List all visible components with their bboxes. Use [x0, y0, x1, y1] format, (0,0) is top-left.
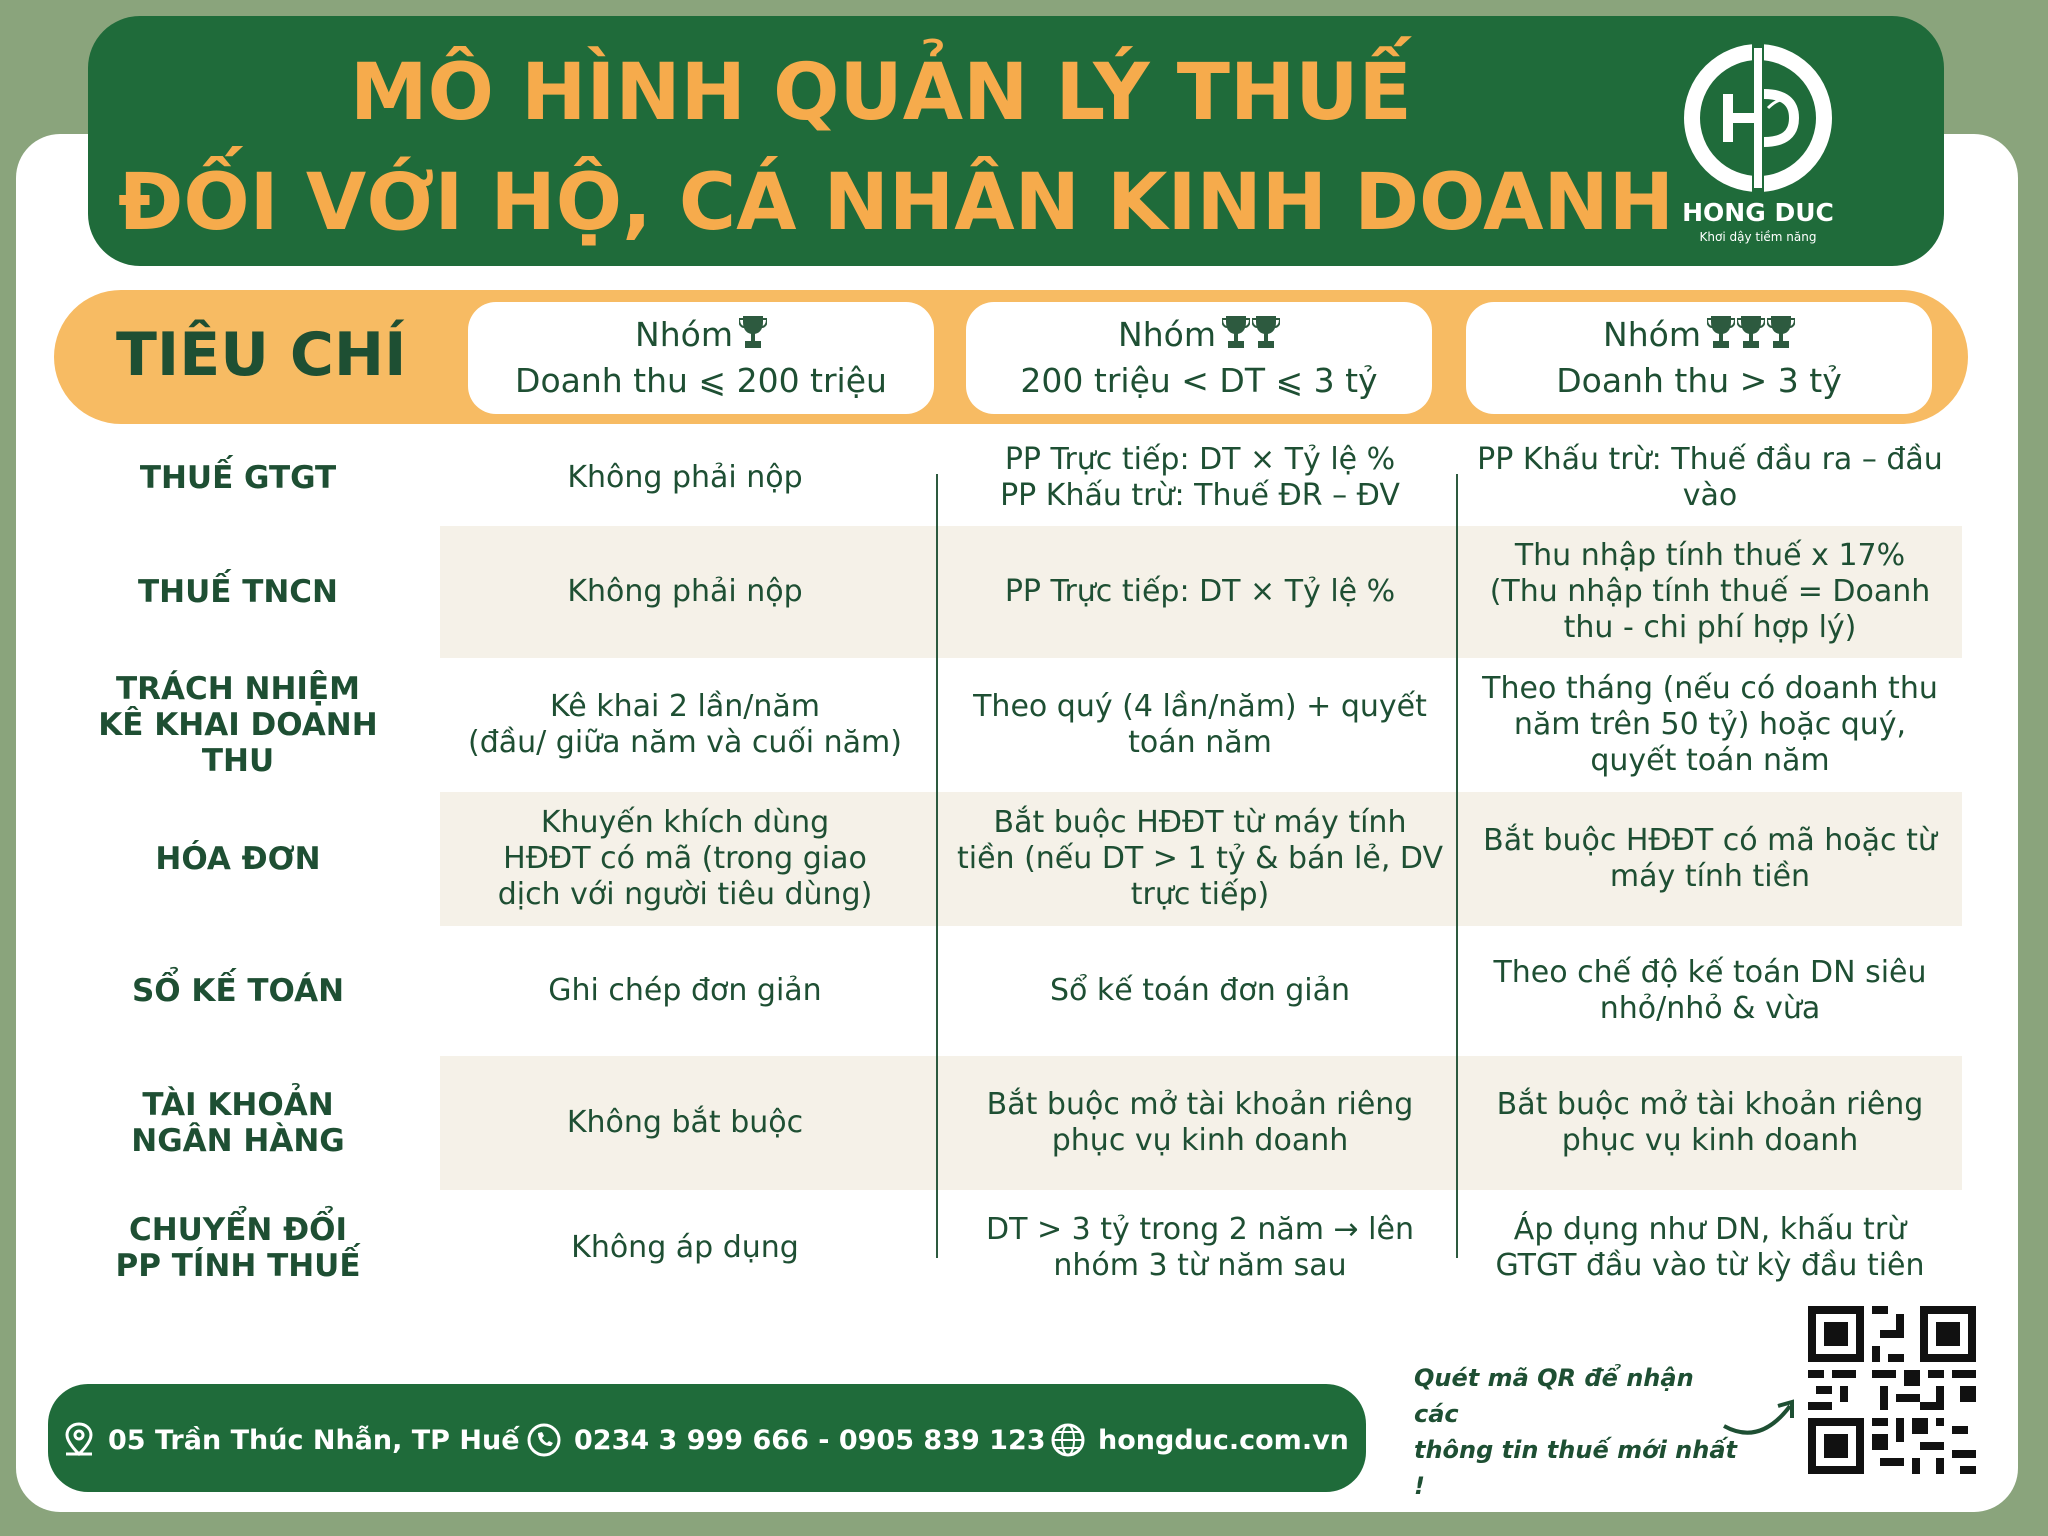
- cell-pit-group-1: Không phải nộp: [567, 574, 803, 609]
- trophy-icon: [737, 314, 767, 360]
- cell-pit-group-2: PP Trực tiếp: DT × Tỷ lệ %: [1004, 574, 1396, 609]
- location-pin-icon: [62, 1422, 96, 1458]
- website-text: hongduc.com.vn: [1098, 1424, 1349, 1456]
- group-3-range: Doanh thu > 3 tỷ: [1556, 361, 1842, 400]
- globe-icon: [1050, 1422, 1086, 1458]
- qr-caption: Quét mã QR để nhận các thông tin thuế mới nhất !: [1414, 1364, 1738, 1500]
- cell-declaration-group-1: Kê khai 2 lần/năm (đầu/ giữa năm và cuối năm): [468, 689, 902, 760]
- cell-conversion-group-3: Áp dụng như DN, khấu trừ GTGT đầu vào từ kỳ đầu tiên: [1495, 1212, 1925, 1283]
- address-text: 05 Trần Thúc Nhẫn, TP Huế: [108, 1424, 520, 1456]
- logo-name: HONG DUC: [1682, 198, 1834, 227]
- cell-vat-group-1: Không phải nộp: [567, 460, 803, 495]
- hong-duc-logo: [1668, 38, 1848, 248]
- cell-conversion-group-2: DT > 3 tỷ trong 2 năm → lên nhóm 3 từ năm sau: [986, 1212, 1414, 1283]
- page-title-line-2: ĐỐI VỚI HỘ, CÁ NHÂN KINH DOANH: [118, 158, 1675, 248]
- cell-accounting-group-2: Sổ kế toán đơn giản: [1049, 973, 1351, 1008]
- group-2-range: 200 triệu < DT ⩽ 3 tỷ: [1020, 361, 1378, 400]
- trophy-icon: [1220, 314, 1280, 360]
- cell-accounting-group-1: Ghi chép đơn giản: [548, 973, 822, 1008]
- logo-tagline: Khơi dậy tiềm năng: [1699, 230, 1817, 244]
- cell-bank-group-1: Không bắt buộc: [566, 1105, 804, 1140]
- phone-text: 0234 3 999 666 - 0905 839 123: [574, 1424, 1046, 1456]
- criteria-conversion: CHUYỂN ĐỔI PP TÍNH THUẾ: [115, 1212, 361, 1284]
- footer-website[interactable]: [1050, 1422, 1349, 1458]
- group-3-header: [1466, 302, 1932, 414]
- cell-invoice-group-1: Khuyến khích dùng HĐĐT có mã (trong giao dịch với người tiêu dùng): [497, 805, 873, 912]
- group-1-header: [468, 302, 934, 414]
- curved-arrow-icon: [1720, 1386, 1804, 1442]
- criteria-invoice: HÓA ĐƠN: [155, 841, 321, 877]
- trophy-icon: [1705, 314, 1795, 360]
- footer-address: [62, 1422, 520, 1458]
- cell-vat-group-2: PP Trực tiếp: DT × Tỷ lệ % PP Khấu trừ: Thuế ĐR – ĐV: [1000, 442, 1400, 513]
- qr-code-icon[interactable]: [1808, 1306, 1976, 1474]
- cell-pit-group-3: Thu nhập tính thuế x 17% (Thu nhập tính thuế = Doanh thu - chi phí hợp lý): [1489, 538, 1931, 645]
- cell-declaration-group-3: Theo tháng (nếu có doanh thu năm trên 50 tỷ) hoặc quý, quyết toán năm: [1482, 671, 1938, 778]
- group-1-title: Nhóm: [635, 315, 733, 354]
- criteria-vat: THUẾ GTGT: [139, 460, 337, 496]
- criteria-accounting: SỔ KẾ TOÁN: [131, 973, 345, 1009]
- cell-invoice-group-3: Bắt buộc HĐĐT có mã hoặc từ máy tính tiền: [1483, 823, 1937, 894]
- cell-invoice-group-2: Bắt buộc HĐĐT từ máy tính tiền (nếu DT > 1 tỷ & bán lẻ, DV trực tiếp): [956, 805, 1443, 912]
- column-divider: [936, 474, 938, 1258]
- group-2-header: [966, 302, 1432, 414]
- criteria-bank-account: TÀI KHOẢN NGÂN HÀNG: [131, 1087, 345, 1159]
- column-divider: [1456, 474, 1458, 1258]
- cell-declaration-group-2: Theo quý (4 lần/năm) + quyết toán năm: [973, 689, 1427, 760]
- cell-accounting-group-3: Theo chế độ kế toán DN siêu nhỏ/nhỏ & vừa: [1493, 955, 1927, 1026]
- cell-conversion-group-1: Không áp dụng: [571, 1230, 799, 1265]
- logo-emblem-icon: [1668, 38, 1848, 198]
- criteria-column-header: TIÊU CHÍ: [116, 320, 407, 390]
- criteria-declaration: TRÁCH NHIỆM KÊ KHAI DOANH THU: [98, 671, 378, 779]
- cell-bank-group-2: Bắt buộc mở tài khoản riêng phục vụ kinh doanh: [986, 1087, 1414, 1158]
- footer-phone[interactable]: [526, 1422, 1046, 1458]
- group-3-title: Nhóm: [1603, 315, 1701, 354]
- cell-vat-group-3: PP Khấu trừ: Thuế đầu ra – đầu vào: [1477, 442, 1943, 513]
- criteria-pit: THUẾ TNCN: [137, 574, 339, 610]
- phone-icon: [526, 1422, 562, 1458]
- group-1-range: Doanh thu ⩽ 200 triệu: [515, 361, 887, 400]
- page-title-line-1: MÔ HÌNH QUẢN LÝ THUẾ: [350, 48, 1412, 138]
- cell-bank-group-3: Bắt buộc mở tài khoản riêng phục vụ kinh doanh: [1496, 1087, 1924, 1158]
- group-2-title: Nhóm: [1118, 315, 1216, 354]
